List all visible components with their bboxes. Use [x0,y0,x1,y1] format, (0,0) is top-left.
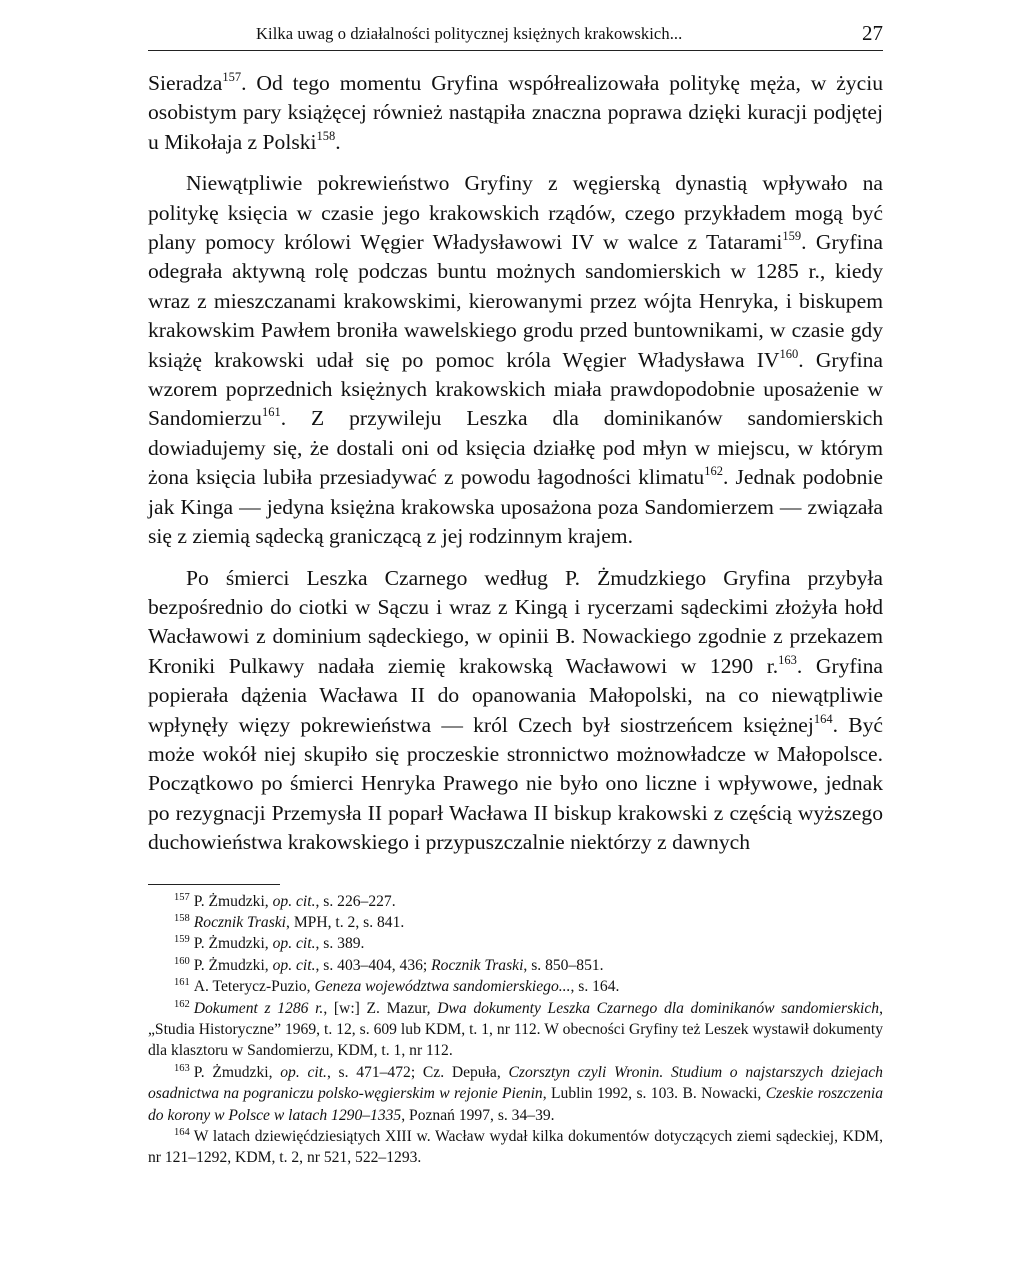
text-run: . [335,129,341,154]
italic-text: op. cit. [280,1063,327,1081]
italic-text: Dwa dokumenty Leszka Czarnego dla dominikanów sandomierskich [437,999,880,1017]
footnote-number: 159 [174,934,190,946]
italic-text: Rocznik Traski [193,913,287,931]
footnote-158 [148,912,883,933]
text-run: Sieradza [148,71,223,95]
text-run: , Poznań 1997, s. 34–39. [401,1106,555,1124]
page-header [148,18,883,51]
text-run: . Z przywileju Leszka dla dominikanów sandomierskich dowiadujemy się, że dostali oni od księcia działkę pod młyn w miejscu, w którym żona księcia lubiła przesiadywać z powodu łagodności klimatu [148,406,883,490]
text-run: . Gryfina wzorem poprzednich księżnych krakowskich miała prawdopodobnie uposażenie w Sandomierzu [148,347,883,431]
footnote-157 [148,891,883,912]
footnote-ref[interactable]: 158 [316,128,336,143]
paragraph-3 [148,564,883,858]
footnote-separator [148,884,280,885]
text-run: . Jednak podobnie jak Kinga — jedyna księżna krakowska uposażona poza Sandomierzem — związała się z ziemią sądecką graniczącą z jej rodzinnym krajem. [148,465,883,549]
italic-text: Rocznik Traski [431,956,524,974]
text-run: . Być może wokół niej skupiło się proczeskie stronnictwo możnowładcze w Małopolsce. Początkowo po śmierci Henryka Prawego nie było ono liczne i wpływowe, jednak po rezygnacji Przemysła II poparł Wacława II biskup krakowski z częścią wyższego duchowieństwa krakowskiego i przypuszczalnie niektórzy z dawnych [148,712,883,855]
text-run: P. Żmudzki, [193,956,273,974]
footnote-163 [148,1062,883,1126]
text-run: , [w:] Z. Mazur, [323,999,438,1017]
paragraph-1 [148,69,883,157]
footnote-ref[interactable]: 157 [222,70,242,84]
footnote-number: 157 [174,891,190,903]
footnote-number: 160 [174,955,190,967]
text-run: , s. 850–851. [523,956,604,974]
text-run: , MPH, t. 2, s. 841. [286,913,405,931]
footnote-ref[interactable]: 161 [261,405,281,420]
footnote-159 [148,933,883,954]
book-page [148,18,883,1169]
text-run: . Gryfina popierała dążenia Wacława II do opanowania Małopolski, na co niewątpliwie wpłynęły więzy pokrewieństwa — król Czech był siostrzeńcem księżnej [148,653,884,737]
text-run: , s. 226–227. [315,892,396,910]
italic-text: Geneza województwa sandomierskiego... [314,978,571,996]
footnote-ref[interactable]: 159 [782,229,802,244]
text-run: , „Studia Historyczne” 1969, t. 12, s. 609 lub KDM, t. 1, nr 112. W obecności Gryfiny też Leszek wystawił dokumenty dla klasztoru w Sandomierzu, KDM, t. 1, nr 112. [148,999,884,1060]
italic-text: Czeskie roszczenia do korony w Polsce w latach 1290–1335 [148,1085,883,1124]
footnote-160 [148,955,883,976]
page-number: 27 [862,21,883,45]
text-run: W latach dziewięćdziesiątych XIII w. Wacław wydał kilka dokumentów dotyczących ziemi sądeckiej, KDM, nr 121–1292, KDM, t. 2, nr 521, 522–1293. [148,1128,883,1167]
text-run: , s. 471–472; Cz. Depuła, [326,1063,509,1081]
footnote-ref[interactable]: 160 [779,346,799,361]
text-run: , s. 164. [570,978,620,996]
paragraph-2 [148,169,883,551]
text-run: P. Żmudzki, [193,892,273,910]
italic-text: op. cit. [272,935,316,953]
italic-text: op. cit. [272,956,316,974]
footnote-164 [148,1126,883,1169]
footnote-number: 163 [174,1062,190,1074]
footnote-number: 158 [174,912,190,924]
text-run: . Gryfina odegrała aktywną rolę podczas buntu możnych sandomierskich w 1285 r., kiedy wraz z mieszczanami krakowskimi, kierowanymi przez wójta Henryka, i biskupem krakowskim Pawłem broniła wawelskiego grodu przed buntownikami, w czasie gdy książę krakowski udał się po pomoc króla Węgier Władysława IV [148,230,883,372]
text-run: P. Żmudzki, [193,1063,281,1081]
main-text [148,69,883,858]
text-run: , s. 403–404, 436; [315,956,432,974]
text-run: , s. 389. [315,935,365,953]
italic-text: Dokument z 1286 r. [193,999,324,1017]
italic-text: Czorsztyn czyli Wronin. Studium o najstarszych dziejach osadnictwa na pograniczu polsko-węgierskim w rejonie Pienin [148,1063,883,1103]
footnote-ref[interactable]: 164 [813,711,833,726]
text-run: , Lublin 1992, s. 103. B. Nowacki, [542,1085,766,1103]
footnote-161 [148,976,883,997]
footnote-number: 164 [174,1127,190,1139]
italic-text: op. cit. [272,892,316,910]
footnotes [148,891,883,1169]
footnote-number: 161 [174,977,190,989]
footnote-number: 162 [174,998,190,1010]
running-head: Kilka uwag o działalności politycznej księżnych krakowskich... [256,24,683,43]
text-run: A. Teterycz-Puzio, [193,978,315,996]
footnote-162 [148,998,883,1062]
text-run: Po śmierci Leszka Czarnego według P. Żmudzkiego Gryfina przybyła bezpośrednio do ciotki w Sączu i wraz z Kingą i rycerzami sądeckimi złożyła hołd Wacławowi z dominium sądeckiego, w opinii B. Nowackiego zgodnie z przekazem Kroniki Pulkawy nadała ziemię krakowską Wacławowi w 1290 r. [148,565,883,678]
text-run: Niewątpliwie pokrewieństwo Gryfiny z węgierską dynastią wpływało na politykę księcia w czasie jego krakowskich rządów, czego przykładem mogą być plany pomocy królowi Węgier Władysławowi IV w walce z Tatarami [148,171,883,255]
footnote-ref[interactable]: 162 [704,464,723,479]
footnote-ref[interactable]: 163 [778,652,797,667]
text-run: . Od tego momentu Gryfina współrealizowała politykę męża, w życiu osobistym pary książęcej również nastąpiła znaczna poprawa dzięki kuracji podjętej u Mikołaja z Polski [148,71,883,154]
text-run: P. Żmudzki, [193,935,273,953]
